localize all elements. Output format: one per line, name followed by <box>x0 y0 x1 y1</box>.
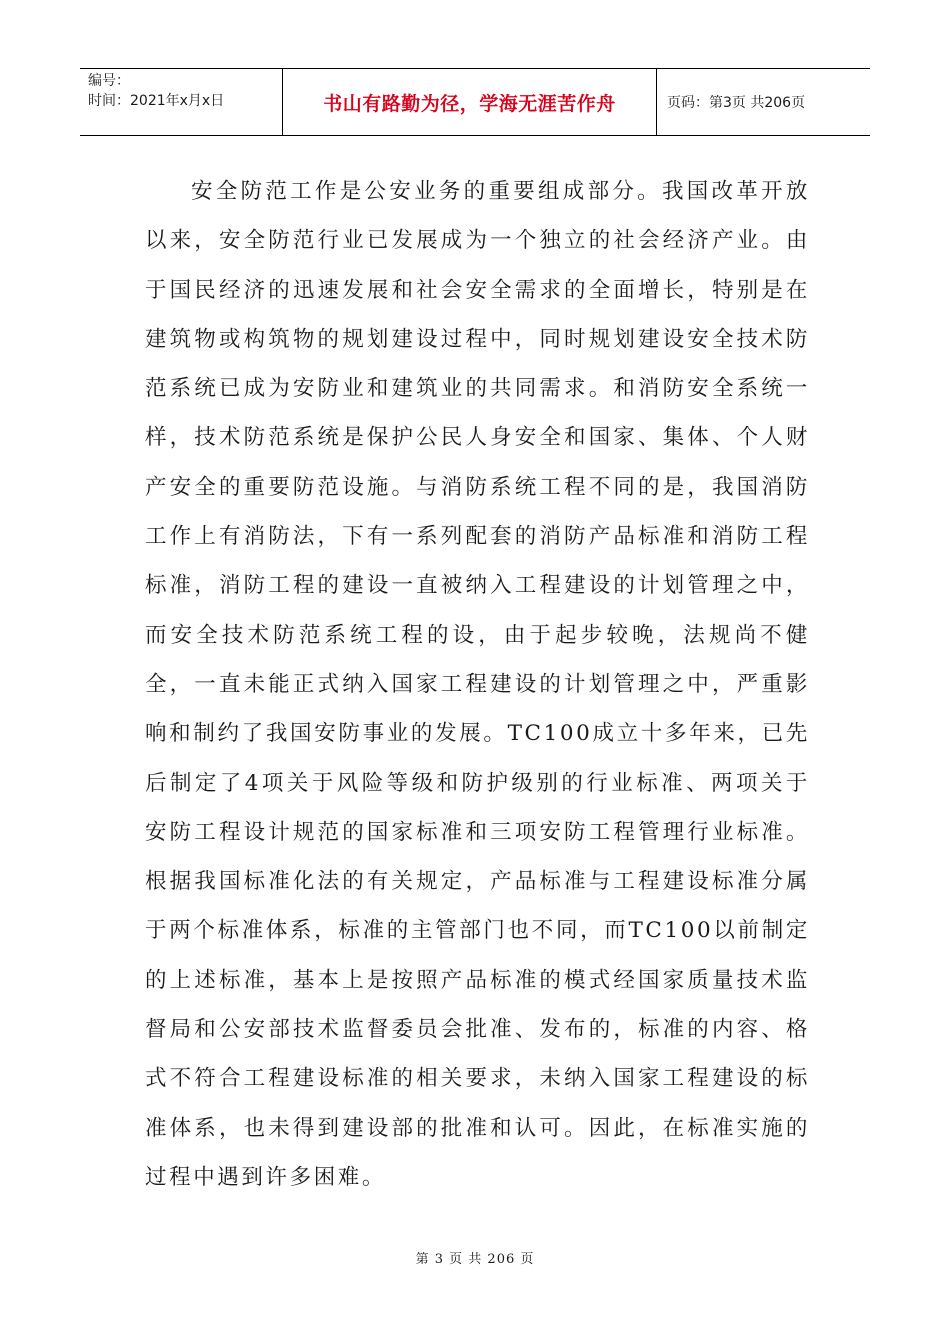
header-meta <box>80 69 283 135</box>
header-page-number: 页码：第3页 共206页 <box>667 95 806 111</box>
document-number-label: 编号： <box>88 73 130 89</box>
document-date-label: 时间：2021年x月x日 <box>88 93 225 109</box>
page-header <box>80 68 870 136</box>
header-motto: 书山有路勤为径，学海无涯苦作舟 <box>283 69 657 135</box>
page-footer: 第 3 页 共 206 页 <box>415 1252 535 1267</box>
body-paragraph: 安全防范工作是公安业务的重要组成部分。我国改革开放以来，安全防范行业已发展成为一个独立的社会经济产业。由于国民经济的迅速发展和社会安全需求的全面增长，特别是在建筑物或构筑物的规划建设过程中，同时规划建设安全技术防范系统已成为安防业和建筑业的共同需求。和消防安全系统一样，技术防范系统是保护公民人身安全和国家、集体、个人财产安全的重要防范设施。与消防系统工程不同的是，我国消防工作上有消防法，下有一系列配套的消防产品标准和消防工程标准，消防工程的建设一直被纳入工程建设的计划管理之中，而安全技术防范系统工程的设，由于起步较晚，法规尚不健全，一直未能正式纳入国家工程建设的计划管理之中，严重影响和制约了我国安防事业的发展。TC100成立十多年来，已先后制定了4项关于风险等级和防护级别的行业标准、两项关于安防工程设计规范的国家标准和三项安防工程管理行业标准。根据我国标准化法的有关规定，产品标准与工程建设标准分属于两个标准体系，标准的主管部门也不同，而TC100以前制定的上述标准，基本上是按照产品标准的模式经国家质量技术监督局和公安部技术监督委员会批准、发布的，标准的内容、格式不符合工程建设标准的相关要求，未纳入国家工程建设的标准体系，也未得到建设部的批准和认可。因此，在标准实施的过程中遇到许多困难。 <box>145 179 810 1190</box>
